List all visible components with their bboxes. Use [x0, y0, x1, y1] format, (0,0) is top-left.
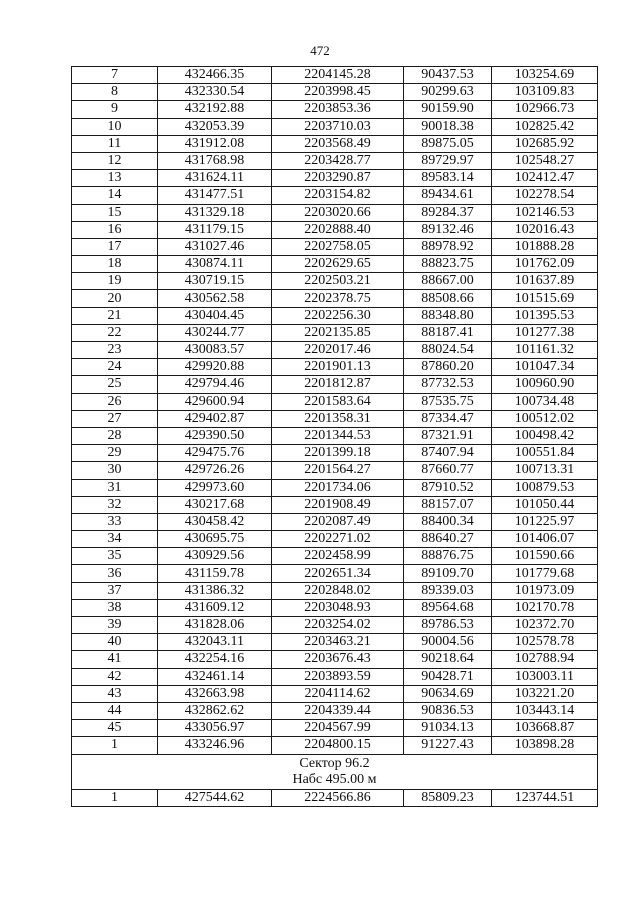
- table-row: [72, 256, 598, 273]
- coord-x-cell: 429475.76: [158, 445, 272, 462]
- coord-x2-cell: 87860.20: [404, 359, 492, 376]
- coord-y2-cell: 103221.20: [492, 685, 598, 702]
- coord-x2-cell: 91034.13: [404, 720, 492, 737]
- coord-x2-cell: 90836.53: [404, 702, 492, 719]
- coord-x2-cell: 87535.75: [404, 393, 492, 410]
- coord-x-cell: 432254.16: [158, 651, 272, 668]
- coord-x-cell: 431828.06: [158, 617, 272, 634]
- coord-x-cell: 427544.62: [158, 789, 272, 806]
- coord-y2-cell: 101047.34: [492, 359, 598, 376]
- coord-y-cell: 2203463.21: [272, 634, 404, 651]
- table-row: [72, 342, 598, 359]
- coord-x2-cell: 90218.64: [404, 651, 492, 668]
- coord-y-cell: 2202017.46: [272, 342, 404, 359]
- coord-y-cell: 2201734.06: [272, 479, 404, 496]
- coord-x-cell: 430244.77: [158, 324, 272, 341]
- point-number-cell: 30: [72, 462, 158, 479]
- coord-x2-cell: 85809.23: [404, 789, 492, 806]
- point-number-cell: 1: [72, 789, 158, 806]
- table-row: [72, 496, 598, 513]
- coord-x2-cell: 87660.77: [404, 462, 492, 479]
- coord-x2-cell: 88823.75: [404, 256, 492, 273]
- point-number-cell: 25: [72, 376, 158, 393]
- coord-x2-cell: 90004.56: [404, 634, 492, 651]
- coord-x-cell: 432862.62: [158, 702, 272, 719]
- coord-x2-cell: 89786.53: [404, 617, 492, 634]
- coord-y2-cell: 101973.09: [492, 582, 598, 599]
- coord-y2-cell: 101515.69: [492, 290, 598, 307]
- coord-x-cell: 429402.87: [158, 410, 272, 427]
- coord-y2-cell: 100498.42: [492, 427, 598, 444]
- coord-y-cell: 2203428.77: [272, 152, 404, 169]
- coord-y2-cell: 102788.94: [492, 651, 598, 668]
- coord-x2-cell: 90634.69: [404, 685, 492, 702]
- coord-x-cell: 433246.96: [158, 737, 272, 754]
- coord-y2-cell: 102966.73: [492, 101, 598, 118]
- coord-y2-cell: 100512.02: [492, 410, 598, 427]
- table-row: [72, 651, 598, 668]
- coord-y2-cell: 123744.51: [492, 789, 598, 806]
- page-number: 472: [310, 43, 330, 58]
- coordinates-table-body: [72, 67, 598, 807]
- coord-y2-cell: 101406.07: [492, 531, 598, 548]
- point-number-cell: 38: [72, 599, 158, 616]
- coord-x2-cell: 89434.61: [404, 187, 492, 204]
- coord-x-cell: 430874.11: [158, 256, 272, 273]
- coord-y2-cell: 101395.53: [492, 307, 598, 324]
- coord-x-cell: 429794.46: [158, 376, 272, 393]
- table-row: [72, 737, 598, 754]
- coord-x2-cell: 89729.97: [404, 152, 492, 169]
- table-row: [72, 101, 598, 118]
- coord-y2-cell: 102548.27: [492, 152, 598, 169]
- coord-y-cell: 2202888.40: [272, 221, 404, 238]
- coord-x2-cell: 88348.80: [404, 307, 492, 324]
- table-row: [72, 273, 598, 290]
- coord-y-cell: 2201564.27: [272, 462, 404, 479]
- coord-y-cell: 2202378.75: [272, 290, 404, 307]
- coord-y2-cell: 100960.90: [492, 376, 598, 393]
- coord-x-cell: 432053.39: [158, 118, 272, 135]
- coord-y-cell: 2201344.53: [272, 427, 404, 444]
- coord-x2-cell: 88667.00: [404, 273, 492, 290]
- table-row: [72, 238, 598, 255]
- coord-x2-cell: 89875.05: [404, 135, 492, 152]
- point-number-cell: 19: [72, 273, 158, 290]
- coord-x-cell: 432461.14: [158, 668, 272, 685]
- coord-x-cell: 432192.88: [158, 101, 272, 118]
- coord-x-cell: 430695.75: [158, 531, 272, 548]
- coord-x2-cell: 89284.37: [404, 204, 492, 221]
- table-row: [72, 445, 598, 462]
- coord-y-cell: 2203568.49: [272, 135, 404, 152]
- table-row: [72, 702, 598, 719]
- coord-y2-cell: 102825.42: [492, 118, 598, 135]
- coord-y-cell: 2203676.43: [272, 651, 404, 668]
- table-row: [72, 290, 598, 307]
- coord-x-cell: 429920.88: [158, 359, 272, 376]
- point-number-cell: 21: [72, 307, 158, 324]
- coord-y-cell: 2202503.21: [272, 273, 404, 290]
- table-row: [72, 410, 598, 427]
- point-number-cell: 18: [72, 256, 158, 273]
- coord-x2-cell: 88640.27: [404, 531, 492, 548]
- coord-y2-cell: 103109.83: [492, 84, 598, 101]
- coord-y-cell: 2204800.15: [272, 737, 404, 754]
- coord-x-cell: 431386.32: [158, 582, 272, 599]
- table-row: [72, 135, 598, 152]
- coord-x-cell: 432663.98: [158, 685, 272, 702]
- point-number-cell: 43: [72, 685, 158, 702]
- coord-y2-cell: 103254.69: [492, 67, 598, 84]
- coord-x2-cell: 90437.53: [404, 67, 492, 84]
- coord-y2-cell: 102278.54: [492, 187, 598, 204]
- coord-x-cell: 430217.68: [158, 496, 272, 513]
- coord-y2-cell: 101050.44: [492, 496, 598, 513]
- coord-y-cell: 2202651.34: [272, 565, 404, 582]
- coord-x-cell: 431477.51: [158, 187, 272, 204]
- coord-x2-cell: 87732.53: [404, 376, 492, 393]
- coord-y2-cell: 101590.66: [492, 548, 598, 565]
- point-number-cell: 1: [72, 737, 158, 754]
- coord-x-cell: 430562.58: [158, 290, 272, 307]
- coord-x-cell: 432466.35: [158, 67, 272, 84]
- section-header-cell: [72, 754, 598, 789]
- coord-y-cell: 2203048.93: [272, 599, 404, 616]
- table-row: [72, 187, 598, 204]
- coord-y2-cell: 103443.14: [492, 702, 598, 719]
- coord-x2-cell: 87910.52: [404, 479, 492, 496]
- point-number-cell: 27: [72, 410, 158, 427]
- coord-x-cell: 429973.60: [158, 479, 272, 496]
- table-row: [72, 462, 598, 479]
- table-row: [72, 531, 598, 548]
- point-number-cell: 20: [72, 290, 158, 307]
- point-number-cell: 28: [72, 427, 158, 444]
- section-title: Сектор 96.2: [299, 755, 370, 771]
- coord-y2-cell: 103003.11: [492, 668, 598, 685]
- table-row: [72, 582, 598, 599]
- coord-x2-cell: 88187.41: [404, 324, 492, 341]
- coord-y2-cell: 101225.97: [492, 513, 598, 530]
- coord-y-cell: 2204567.99: [272, 720, 404, 737]
- point-number-cell: 11: [72, 135, 158, 152]
- coord-y2-cell: 102578.78: [492, 634, 598, 651]
- point-number-cell: 14: [72, 187, 158, 204]
- coord-x2-cell: 88157.07: [404, 496, 492, 513]
- coord-y-cell: 2202758.05: [272, 238, 404, 255]
- coord-x-cell: 429600.94: [158, 393, 272, 410]
- table-row: [72, 720, 598, 737]
- table-row: [72, 221, 598, 238]
- point-number-cell: 32: [72, 496, 158, 513]
- coord-y2-cell: 102016.43: [492, 221, 598, 238]
- coord-y-cell: 2201358.31: [272, 410, 404, 427]
- coord-x-cell: 432330.54: [158, 84, 272, 101]
- coord-y2-cell: 101277.38: [492, 324, 598, 341]
- coord-x2-cell: 88400.34: [404, 513, 492, 530]
- coord-x2-cell: 91227.43: [404, 737, 492, 754]
- coord-x-cell: 433056.97: [158, 720, 272, 737]
- coord-x2-cell: 90299.63: [404, 84, 492, 101]
- coord-y-cell: 2202256.30: [272, 307, 404, 324]
- point-number-cell: 34: [72, 531, 158, 548]
- point-number-cell: 33: [72, 513, 158, 530]
- coord-y-cell: 2202848.02: [272, 582, 404, 599]
- coord-y2-cell: 102170.78: [492, 599, 598, 616]
- table-row: [72, 324, 598, 341]
- point-number-cell: 37: [72, 582, 158, 599]
- coord-y2-cell: 100551.84: [492, 445, 598, 462]
- coord-y-cell: 2203853.36: [272, 101, 404, 118]
- coord-x2-cell: 90428.71: [404, 668, 492, 685]
- coord-x-cell: 430404.45: [158, 307, 272, 324]
- coord-y-cell: 2204339.44: [272, 702, 404, 719]
- table-row: [72, 599, 598, 616]
- point-number-cell: 44: [72, 702, 158, 719]
- point-number-cell: 26: [72, 393, 158, 410]
- point-number-cell: 40: [72, 634, 158, 651]
- coord-y-cell: 2203154.82: [272, 187, 404, 204]
- coord-y-cell: 2201812.87: [272, 376, 404, 393]
- coord-y-cell: 2203710.03: [272, 118, 404, 135]
- coord-x2-cell: 88024.54: [404, 342, 492, 359]
- coord-x-cell: 431027.46: [158, 238, 272, 255]
- coord-y2-cell: 100879.53: [492, 479, 598, 496]
- coord-y-cell: 2201399.18: [272, 445, 404, 462]
- coord-x2-cell: 90159.90: [404, 101, 492, 118]
- coord-y-cell: 2201908.49: [272, 496, 404, 513]
- coord-y-cell: 2224566.86: [272, 789, 404, 806]
- coord-x-cell: 431179.15: [158, 221, 272, 238]
- coord-x2-cell: 87321.91: [404, 427, 492, 444]
- table-row: [72, 685, 598, 702]
- table-row: [72, 668, 598, 685]
- section-subtitle: Набс 495.00 м: [292, 771, 377, 787]
- point-number-cell: 39: [72, 617, 158, 634]
- table-row: [72, 634, 598, 651]
- coord-y-cell: 2202087.49: [272, 513, 404, 530]
- point-number-cell: 13: [72, 170, 158, 187]
- coord-y-cell: 2202458.99: [272, 548, 404, 565]
- table-row: [72, 67, 598, 84]
- coord-y-cell: 2203254.02: [272, 617, 404, 634]
- coord-y2-cell: 101888.28: [492, 238, 598, 255]
- table-row: [72, 393, 598, 410]
- point-number-cell: 22: [72, 324, 158, 341]
- coord-x-cell: 430929.56: [158, 548, 272, 565]
- point-number-cell: 10: [72, 118, 158, 135]
- point-number-cell: 17: [72, 238, 158, 255]
- coord-y2-cell: 101762.09: [492, 256, 598, 273]
- coord-y-cell: 2202135.85: [272, 324, 404, 341]
- coord-x2-cell: 88508.66: [404, 290, 492, 307]
- coord-x2-cell: 87334.47: [404, 410, 492, 427]
- table-row: [72, 152, 598, 169]
- table-row: [72, 427, 598, 444]
- coord-y-cell: 2203998.45: [272, 84, 404, 101]
- coord-x-cell: 430458.42: [158, 513, 272, 530]
- coord-y2-cell: 101779.68: [492, 565, 598, 582]
- coord-x2-cell: 89339.03: [404, 582, 492, 599]
- coord-x-cell: 429390.50: [158, 427, 272, 444]
- coord-y2-cell: 101161.32: [492, 342, 598, 359]
- table-row: [72, 789, 598, 806]
- coord-y2-cell: 102146.53: [492, 204, 598, 221]
- coord-y2-cell: 100734.48: [492, 393, 598, 410]
- coord-y2-cell: 103668.87: [492, 720, 598, 737]
- table-row: [72, 118, 598, 135]
- point-number-cell: 35: [72, 548, 158, 565]
- coord-x2-cell: 89109.70: [404, 565, 492, 582]
- coord-y2-cell: 102685.92: [492, 135, 598, 152]
- table-row: [72, 170, 598, 187]
- point-number-cell: 24: [72, 359, 158, 376]
- coord-x-cell: 431768.98: [158, 152, 272, 169]
- point-number-cell: 29: [72, 445, 158, 462]
- coord-x-cell: 431159.78: [158, 565, 272, 582]
- table-row: [72, 513, 598, 530]
- coord-y-cell: 2204145.28: [272, 67, 404, 84]
- table-row: [72, 307, 598, 324]
- coord-y-cell: 2202629.65: [272, 256, 404, 273]
- coord-y-cell: 2201901.13: [272, 359, 404, 376]
- coord-y2-cell: 102372.70: [492, 617, 598, 634]
- table-row: [72, 204, 598, 221]
- coord-x-cell: 432043.11: [158, 634, 272, 651]
- coord-x2-cell: 89564.68: [404, 599, 492, 616]
- coord-x-cell: 430719.15: [158, 273, 272, 290]
- point-number-cell: 42: [72, 668, 158, 685]
- coord-y-cell: 2203290.87: [272, 170, 404, 187]
- point-number-cell: 31: [72, 479, 158, 496]
- table-row: [72, 617, 598, 634]
- point-number-cell: 7: [72, 67, 158, 84]
- table-row: [72, 479, 598, 496]
- coordinates-table: [71, 66, 598, 807]
- coord-x-cell: 429726.26: [158, 462, 272, 479]
- coord-y-cell: 2203020.66: [272, 204, 404, 221]
- point-number-cell: 36: [72, 565, 158, 582]
- coord-x2-cell: 89583.14: [404, 170, 492, 187]
- coord-y2-cell: 102412.47: [492, 170, 598, 187]
- coord-x-cell: 431609.12: [158, 599, 272, 616]
- coord-y-cell: 2203893.59: [272, 668, 404, 685]
- point-number-cell: 16: [72, 221, 158, 238]
- table-row: [72, 359, 598, 376]
- point-number-cell: 23: [72, 342, 158, 359]
- coord-x-cell: 431329.18: [158, 204, 272, 221]
- point-number-cell: 15: [72, 204, 158, 221]
- coord-x2-cell: 88876.75: [404, 548, 492, 565]
- coord-x-cell: 431912.08: [158, 135, 272, 152]
- coord-x2-cell: 90018.38: [404, 118, 492, 135]
- table-row: [72, 565, 598, 582]
- coord-y2-cell: 103898.28: [492, 737, 598, 754]
- coord-y-cell: 2202271.02: [272, 531, 404, 548]
- coord-x2-cell: 87407.94: [404, 445, 492, 462]
- point-number-cell: 8: [72, 84, 158, 101]
- coord-y2-cell: 100713.31: [492, 462, 598, 479]
- table-row: [72, 84, 598, 101]
- coord-y2-cell: 101637.89: [492, 273, 598, 290]
- point-number-cell: 41: [72, 651, 158, 668]
- coord-y-cell: 2204114.62: [272, 685, 404, 702]
- coord-x-cell: 431624.11: [158, 170, 272, 187]
- point-number-cell: 45: [72, 720, 158, 737]
- point-number-cell: 9: [72, 101, 158, 118]
- section-header-row: [72, 754, 598, 789]
- coord-y-cell: 2201583.64: [272, 393, 404, 410]
- coord-x2-cell: 88978.92: [404, 238, 492, 255]
- point-number-cell: 12: [72, 152, 158, 169]
- table-row: [72, 548, 598, 565]
- table-row: [72, 376, 598, 393]
- coord-x2-cell: 89132.46: [404, 221, 492, 238]
- coord-x-cell: 430083.57: [158, 342, 272, 359]
